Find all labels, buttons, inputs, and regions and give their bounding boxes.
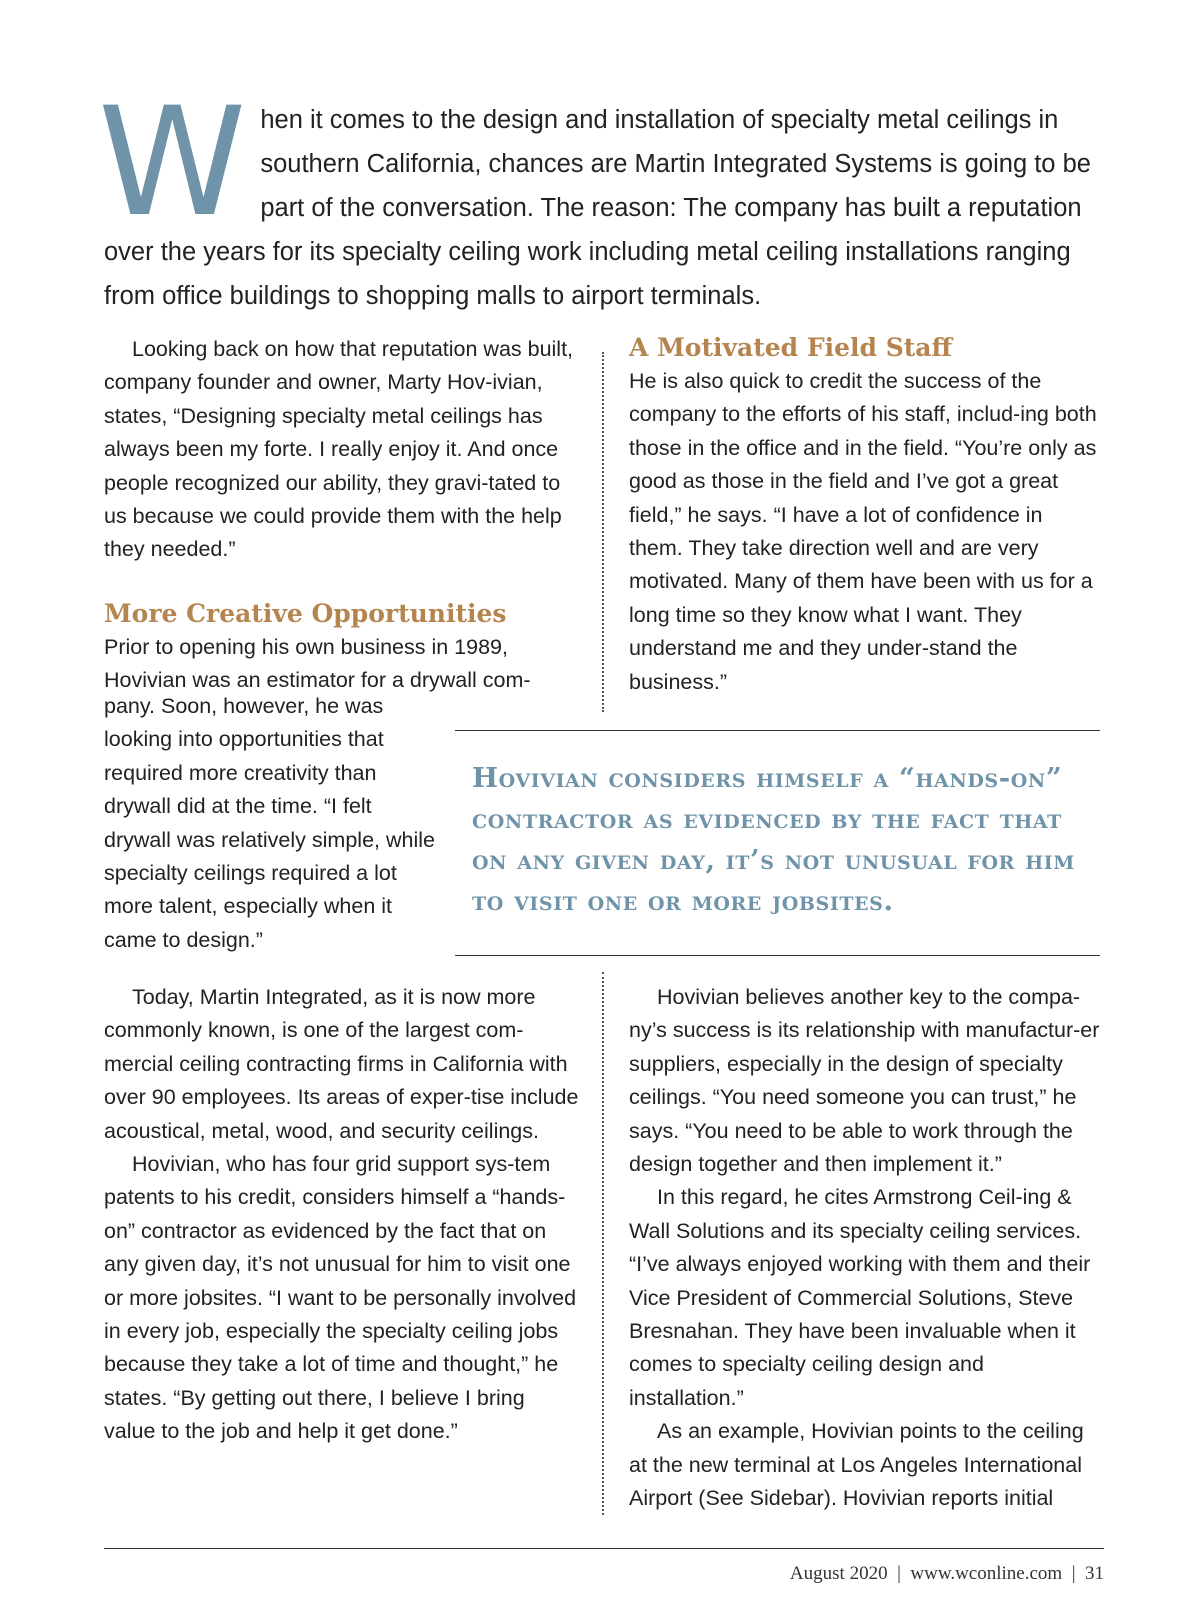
body-paragraph: Hovivian believes another key to the compa-ny’s success is its relationship with manufactur-er suppliers, especially in the design of specialty ceilings. “You need someone you can trust,” he says. “You need to be able to work through the design together and then implement it.” bbox=[629, 985, 1100, 1177]
column-divider bbox=[602, 972, 604, 1515]
footer-rule bbox=[104, 1548, 1104, 1549]
website-link[interactable]: www.wconline.com bbox=[910, 1563, 1063, 1584]
section-heading-creative: More Creative Opportunities bbox=[104, 598, 507, 628]
body-paragraph: Looking back on how that reputation was built, company founder and owner, Marty Hov-ivian, states, “Designing specialty metal ceilings has always been my forte. I really enjoy it. And once people recognized our ability, they gravi-tated to us because we could provide them with the help they needed.” bbox=[104, 337, 574, 562]
body-paragraph: He is also quick to credit the success of the company to the efforts of his staff, includ-ing both those in the office and in the field. “You’re only as good as those in the field and I’ve got a great field,” he says. “I have a lot of confidence in them. They take direction well and are very motivated. Many of them have been with us for a long time so they know what I want. They understand me and they under-stand the business.” bbox=[629, 369, 1097, 694]
intro-paragraph bbox=[98, 76, 1100, 318]
pullquote-top-rule bbox=[455, 730, 1100, 731]
body-paragraph: Today, Martin Integrated, as it is now more commonly known, is one of the largest com-mercial ceiling contracting firms in California with over 90 employees. Its areas of exper-tise include acoustical, metal, wood, and security ceilings. bbox=[104, 985, 579, 1143]
pullquote-bottom-rule bbox=[455, 955, 1100, 956]
body-paragraph: Prior to opening his own business in 1989, Hovivian was an estimator for a drywall com- bbox=[104, 634, 531, 693]
right-column-top bbox=[629, 331, 1102, 699]
left-column-wrap bbox=[104, 690, 439, 957]
left-column-bottom bbox=[104, 981, 579, 1449]
intro-text: hen it comes to the design and installation of specialty metal ceilings in southern California, chances are Martin Integrated Systems is going to be part of the conversation. The reason: The company has built a reputation over the years for its specialty ceiling work including metal ceiling installations ranging from office buildings to shopping malls to airport terminals. bbox=[104, 106, 1091, 310]
body-paragraph: pany. Soon, however, he was looking into opportunities that required more creativity than drywall did at the time. “I felt drywall was relatively simple, while specialty ceilings required a lot more talent, especially when it came to design.” bbox=[104, 694, 435, 952]
issue-date: August 2020 bbox=[789, 1563, 888, 1584]
page-number: 31 bbox=[1085, 1563, 1104, 1584]
section-heading-field-staff: A Motivated Field Staff bbox=[629, 333, 953, 362]
page-footer: August 2020 | www.wconline.com | 31 bbox=[789, 1563, 1104, 1584]
pull-quote: Hovivian considers himself a “hands-on” contractor as evidenced by the fact that on any given day, it’s not unusual for him to visit one or more jobsites. bbox=[472, 762, 1075, 917]
column-divider bbox=[602, 352, 604, 712]
left-column-top bbox=[104, 333, 574, 698]
body-paragraph: In this regard, he cites Armstrong Ceil-ing & Wall Solutions and its specialty ceiling services. “I’ve always enjoyed working with them and their Vice President of Commercial Solutions, Steve Bresnahan. They have been invaluable when it comes to specialty ceiling design and installation.” bbox=[629, 1185, 1091, 1410]
drop-cap: W bbox=[98, 76, 247, 250]
body-paragraph: As an example, Hovivian points to the ceiling at the new terminal at Los Angeles International Airport (See Sidebar). Hovivian reports initial bbox=[629, 1419, 1084, 1511]
right-column-bottom bbox=[629, 981, 1104, 1516]
body-paragraph: Hovivian, who has four grid support sys-tem patents to his credit, considers himself a “hands-on” contractor as evidenced by the fact that on any given day, it’s not unusual for him to visit one or more jobsites. “I want to be personally involved in every job, especially the specialty ceiling jobs because they take a lot of time and thought,” he states. “By getting out there, I believe I bring value to the job and help it get done.” bbox=[104, 1152, 577, 1444]
